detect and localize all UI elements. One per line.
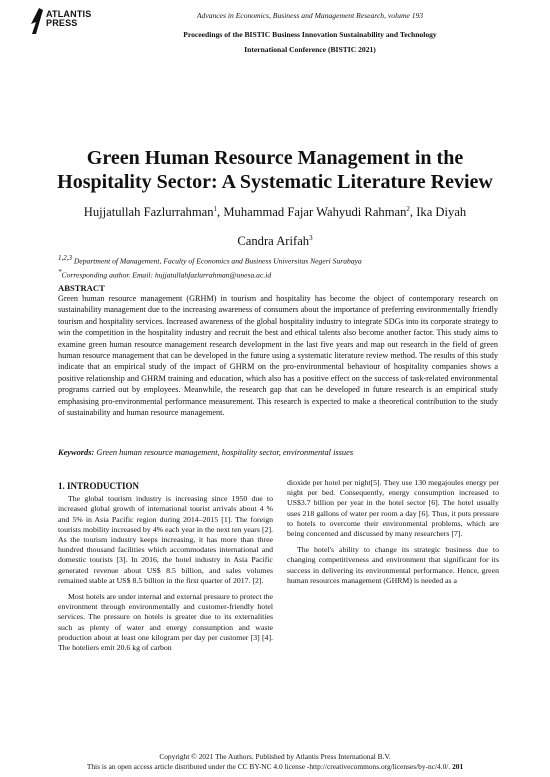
atlantis-press-logo xyxy=(30,8,100,38)
author-1: Hujjatullah Fazlurrahman xyxy=(83,205,214,220)
column-left xyxy=(58,481,273,659)
author-3-part2: Candra Arifah xyxy=(237,234,310,249)
section-heading: 1. INTRODUCTION xyxy=(58,481,140,491)
logo-line1: ATLANTIS xyxy=(46,9,92,19)
author-3-sup: 3 xyxy=(309,234,313,243)
affiliation-text: Department of Management, Faculty of Economics and Business Universitas Negeri Surabaya xyxy=(72,256,362,266)
keywords-label: Keywords: xyxy=(58,448,95,457)
logo-wordmark xyxy=(46,10,91,28)
proceedings-header: Proceedings of the BISTIC Business Innovation Sustainability and Technology xyxy=(183,30,437,39)
affiliations xyxy=(58,253,362,280)
corresponding-sup: * xyxy=(58,267,62,276)
license-text: This is an open access article distributed under the CC BY-NC 4.0 license -http://creativecommons.org/licenses/by-nc/4.0/. xyxy=(86,762,451,771)
paragraph: Most hotels are under internal and external pressure to protect the environment through environmentally and customer-friendly hotel services. The pressure on hotels is greater due to its externalities such as plenty of water and energy consumption and waste production about at least one kilogram per day per customer [3] [4]. The hoteliers emit 20.6 kg of carbon xyxy=(58,592,273,653)
keywords-text: Green human resource management, hospitality sector, environmental issues xyxy=(94,448,354,457)
author-list xyxy=(40,196,510,254)
column-right xyxy=(287,478,499,592)
footer-copyright: Copyright © 2021 The Authors. Published by Atlantis Press International B.V. xyxy=(159,752,391,761)
author-3-part1: , Ika Diyah xyxy=(409,205,467,220)
footer-license xyxy=(40,762,510,771)
page-number: 201 xyxy=(452,762,464,771)
atlantis-logo-icon xyxy=(30,8,44,34)
keywords xyxy=(58,448,353,457)
paper-title xyxy=(40,146,510,194)
title-line-2: Hospitality Sector: A Systematic Literature Review xyxy=(57,171,493,193)
author-2: , Muhammad Fajar Wahyudi Rahman xyxy=(217,205,407,220)
affiliation-sup: 1,2,3 xyxy=(58,254,72,262)
paragraph: The hotel's ability to change its strategic business due to changing competitiveness and environment that significant for its success in delivering its environmental performance. Hence, green human resources management (GHRM) is needed as a xyxy=(287,545,499,585)
logo-line2: PRESS xyxy=(46,18,78,28)
paragraph: The global tourism industry is increasing since 1950 due to increased global growth of international tourist arrivals about 4 % and 5% in Asia Pacific region during 2014–2015 [1]. The foreign tourists mobility increased by 4% each year in the next ten years [2]. As the tourism industry keeps increasing, it has more than three hundred thousand facilities which accommodates international and domestic tourists [3]. In 2016, the hotel industry in Asia Pacific generated revenue about US$ 8.5 billion, and sales volumes remained stable at US$ 8.5 billion in the first quarter of 2017. [2]. xyxy=(58,494,273,585)
corresponding-author: Corresponding author. Email: hujjatullahfazlurrahman@unesa.ac.id xyxy=(61,270,272,280)
title-line-1: Green Human Resource Management in the xyxy=(86,147,464,169)
abstract-text: Green human resource management (GRHM) in tourism and hospitality has become the object of contemporary research on sustainability management due to the increasing awareness of consumers about the importance of preferring environmentally friendly tourism and hospitality services. Increased awareness of the global hospitality industry to integrate SDGs into its corporate strategy to win the competition in the hospitality industry and recruit the best and ethical talents also become another factor. This study aims to examine green human resource management research development in the last five years and map out research in the field of green human resource management that can be developed in the future using a systematic literature review method. The results of this study indicate that an empirical study of the impact of GHRM on the pro-environmental behaviour of hospitality companies shows a positive relationship and GHRM training and education, which also has a positive effect on the success of task-related environmental programs carried out by employees. Meanwhile, the research gap that can be developed in future research is an empirical study emphasising pro-environmental performance measurement. This research is expected to make a theoretical contribution to the study of sustainability and human resource management. xyxy=(58,294,498,418)
journal-header: Advances in Economics, Business and Management Research, volume 193 xyxy=(196,11,424,20)
author-2-sup: 2 xyxy=(406,205,410,213)
abstract-heading: ABSTRACT xyxy=(58,283,105,293)
paragraph: dioxide per hotel per night[5]. They use 130 megajoules energy per night per bed. Consequently, energy consumption increased to US$3.7 billion per year in the hotel sector [6]. The hotel usually uses 218 gallons of water per room a day [6]. Thus, it puts pressure to hotels to overcome their environmental problems, which are being concerned and discussed by many researchers [7]. xyxy=(287,478,499,539)
author-1-sup: 1 xyxy=(213,205,218,213)
conference-header: International Conference (BISTIC 2021) xyxy=(244,45,376,54)
